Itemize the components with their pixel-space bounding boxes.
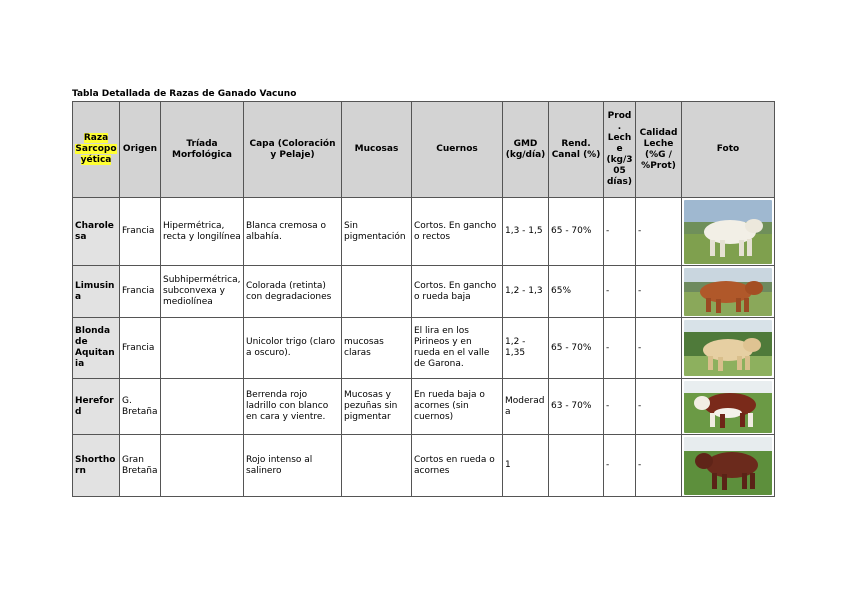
cell-raza: Hereford (73, 379, 120, 435)
cell-prod-leche: - (604, 318, 636, 379)
cell-triada (161, 318, 244, 379)
cell-capa: Blanca cremosa o albahía. (244, 198, 342, 266)
header-raza (73, 102, 120, 198)
cell-foto (682, 379, 775, 435)
cell-capa: Berrenda rojo ladrillo con blanco en cara y vientre. (244, 379, 342, 435)
cell-capa: Colorada (retinta) con degradaciones (244, 266, 342, 318)
red-bull-photo (684, 268, 772, 316)
blonde-bull-photo (684, 320, 772, 376)
cell-origen: G. Bretaña (120, 379, 161, 435)
cell-triada: Hipermétrica, recta y longilínea (161, 198, 244, 266)
cell-calidad-leche: - (636, 435, 682, 497)
table-row (73, 318, 775, 379)
cell-rend-canal: 65% (549, 266, 604, 318)
cell-foto (682, 435, 775, 497)
cell-calidad-leche: - (636, 318, 682, 379)
cell-foto (682, 318, 775, 379)
cell-cuernos: Cortos en rueda o acornes (412, 435, 503, 497)
hereford-bull-photo (684, 381, 772, 433)
header-gmd: GMD (kg/día) (503, 102, 549, 198)
cell-prod-leche: - (604, 198, 636, 266)
cell-raza: Blonda de Aquitania (73, 318, 120, 379)
cell-cuernos: Cortos. En gancho o rectos (412, 198, 503, 266)
cell-cuernos: En rueda baja o acornes (sin cuernos) (412, 379, 503, 435)
header-prod-leche: Prod. Leche (kg/305 días) (604, 102, 636, 198)
cell-prod-leche: - (604, 266, 636, 318)
breeds-table (72, 101, 775, 497)
cell-mucosas (342, 266, 412, 318)
header-capa: Capa (Coloración y Pelaje) (244, 102, 342, 198)
cell-raza: Limusina (73, 266, 120, 318)
cell-mucosas: Sin pigmentación (342, 198, 412, 266)
cell-foto (682, 198, 775, 266)
table-row (73, 435, 775, 497)
cell-cuernos: El lira en los Pirineos y en rueda en el valle de Garona. (412, 318, 503, 379)
table-row (73, 198, 775, 266)
header-origen: Origen (120, 102, 161, 198)
document-title: Tabla Detallada de Razas de Ganado Vacuno (72, 89, 297, 99)
cell-origen: Francia (120, 198, 161, 266)
cell-calidad-leche: - (636, 379, 682, 435)
cell-triada (161, 379, 244, 435)
header-cuernos: Cuernos (412, 102, 503, 198)
cell-calidad-leche: - (636, 266, 682, 318)
cell-raza: Charolesa (73, 198, 120, 266)
header-foto: Foto (682, 102, 775, 198)
cell-mucosas: Mucosas y pezuñas sin pigmentar (342, 379, 412, 435)
cell-gmd: 1 (503, 435, 549, 497)
header-mucosas: Mucosas (342, 102, 412, 198)
header-rend-canal: Rend. Canal (%) (549, 102, 604, 198)
cell-gmd: 1,2 - 1,3 (503, 266, 549, 318)
cell-capa: Rojo intenso al salinero (244, 435, 342, 497)
table-row (73, 266, 775, 318)
cell-cuernos: Cortos. En gancho o rueda baja (412, 266, 503, 318)
shorthorn-bull-photo (684, 437, 772, 495)
cell-prod-leche: - (604, 435, 636, 497)
cell-rend-canal: 65 - 70% (549, 318, 604, 379)
cell-mucosas: mucosas claras (342, 318, 412, 379)
cell-rend-canal (549, 435, 604, 497)
cell-triada: Subhipermétrica, subconvexa y mediolínea (161, 266, 244, 318)
cell-gmd: 1,2 - 1,35 (503, 318, 549, 379)
cell-rend-canal: 63 - 70% (549, 379, 604, 435)
cell-gmd: 1,3 - 1,5 (503, 198, 549, 266)
header-calidad-leche: Calidad Leche (%G / %Prot) (636, 102, 682, 198)
header-raza-label: Raza Sarcopoyética (75, 133, 117, 165)
cell-origen: Francia (120, 266, 161, 318)
white-bull-photo (684, 200, 772, 264)
cell-foto (682, 266, 775, 318)
cell-capa: Unicolor trigo (claro a oscuro). (244, 318, 342, 379)
table-row (73, 379, 775, 435)
cell-gmd: Moderada (503, 379, 549, 435)
cell-raza: Shorthorn (73, 435, 120, 497)
cell-origen: Gran Bretaña (120, 435, 161, 497)
header-triada: Tríada Morfológica (161, 102, 244, 198)
cell-triada (161, 435, 244, 497)
header-row (73, 102, 775, 198)
cell-origen: Francia (120, 318, 161, 379)
cell-calidad-leche: - (636, 198, 682, 266)
cell-prod-leche: - (604, 379, 636, 435)
cell-rend-canal: 65 - 70% (549, 198, 604, 266)
cell-mucosas (342, 435, 412, 497)
